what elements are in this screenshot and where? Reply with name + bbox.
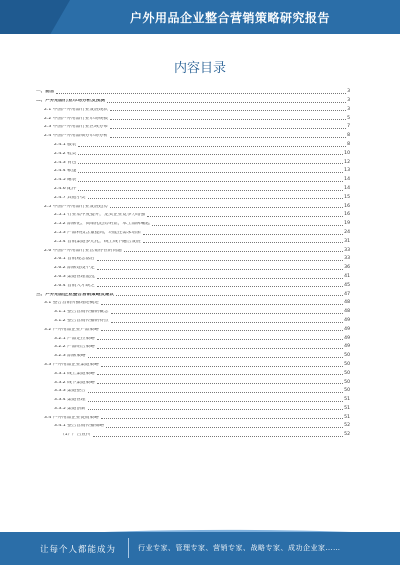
toc-leader-dots <box>78 154 343 155</box>
toc-leader-dots <box>101 330 343 331</box>
toc-entry[interactable] <box>36 324 350 333</box>
toc-entry-text: 2.4.7 其他小类 <box>54 195 86 200</box>
toc-entry-page: 48 <box>344 300 350 306</box>
toc-entry-page: 48 <box>344 309 350 315</box>
toc-entry-text: 3.3.2 线下渠道策略 <box>54 380 95 385</box>
toc-entry-text: 2.1 中国户外用品行业发展现状 <box>44 107 108 112</box>
toc-entry-text: 3.2.1 产品定位策略 <box>54 336 95 341</box>
toc-entry-text: 3.2 户外用品企业产品策略 <box>44 327 99 332</box>
toc-entry-text: 2.6 中国户外用品行业营销存在的问题 <box>44 248 122 253</box>
toc-entry[interactable] <box>36 271 350 280</box>
toc-entry-page: 47 <box>344 291 350 297</box>
toc-leader-dots <box>97 383 343 384</box>
toc-leader-dots <box>107 102 346 103</box>
toc-entry[interactable] <box>36 218 350 227</box>
toc-leader-dots <box>111 322 344 323</box>
toc-entry-text: 3.4.1 整合营销传播策略 <box>54 424 104 429</box>
toc-entry[interactable] <box>36 288 350 297</box>
toc-leader-dots <box>97 286 343 287</box>
toc-entry[interactable] <box>36 350 350 359</box>
toc-leader-dots <box>97 348 343 349</box>
toc-entry-text: 三、户外用品企业整合营销策略及建议 <box>36 292 115 297</box>
toc-leader-dots <box>152 225 343 226</box>
toc-entry-page: 12 <box>344 159 350 165</box>
toc-entry-page: 16 <box>344 212 350 218</box>
toc-leader-dots <box>88 198 344 199</box>
toc-entry-text: 2.4 中国户外用品细分市场分析 <box>44 134 108 139</box>
toc-leader-dots <box>110 119 346 120</box>
toc-entry[interactable] <box>36 156 350 165</box>
report-title: 户外用品企业整合营销策略研究报告 <box>129 11 330 25</box>
toc-entry-text: 2.5.1 行业集中度提升，龙头企业竞争力增强 <box>54 213 146 218</box>
toc-leader-dots <box>116 295 343 296</box>
toc-entry-page: 14 <box>344 177 350 183</box>
toc-entry[interactable] <box>36 332 350 341</box>
toc-leader-dots <box>78 163 343 164</box>
toc-entry-page: 10 <box>344 150 350 156</box>
toc-entry-text: 3.4 户外用品企业促销策略 <box>44 415 99 420</box>
toc-entry-page: 50 <box>344 361 350 367</box>
toc-entry-text: 2.6.2 品牌建设不足 <box>54 266 95 271</box>
toc-entry-page: 3 <box>347 106 350 112</box>
toc-entry-page: 14 <box>344 185 350 191</box>
toc-entry-page: 51 <box>344 414 350 420</box>
toc-leader-dots <box>78 181 343 182</box>
toc-entry-text: 3.3.5 渠道创新 <box>54 406 86 411</box>
toc-leader-dots <box>56 93 346 94</box>
toc-leader-dots <box>97 260 343 261</box>
toc-entry-text: 3.1.1 整合营销传播的概念 <box>54 310 109 315</box>
toc-leader-dots <box>110 137 346 138</box>
toc-entry[interactable] <box>36 359 350 368</box>
toc-entry-page: 45 <box>344 282 350 288</box>
toc-entry-page: 50 <box>344 388 350 394</box>
toc-entry[interactable] <box>36 315 350 324</box>
toc-entry-page: 50 <box>344 353 350 359</box>
toc-entry[interactable] <box>36 165 350 174</box>
toc-entry[interactable] <box>36 244 350 253</box>
toc-entry-page: 49 <box>344 344 350 350</box>
toc-leader-dots <box>97 374 343 375</box>
toc-entry-page: 33 <box>344 256 350 262</box>
toc-entry-page: 51 <box>344 397 350 403</box>
toc-entry-text: 二、户外用品行业市场分析及预测 <box>36 99 105 103</box>
toc-entry-text: （1）广告宣传 <box>60 433 91 438</box>
toc-entry-text: 2.5.3 产品科技含量提高，功能性需求增加 <box>54 230 141 235</box>
toc-leader-dots <box>110 110 346 111</box>
toc-entry-page: 3 <box>347 89 350 95</box>
toc-entry[interactable] <box>36 104 350 113</box>
toc-leader-dots <box>110 128 346 129</box>
toc-entry-text: 3.2.2 产品组合策略 <box>54 345 95 350</box>
toc-leader-dots <box>101 304 343 305</box>
toc-leader-dots <box>147 216 343 217</box>
toc-entry[interactable] <box>36 174 350 183</box>
toc-entry[interactable] <box>36 112 350 121</box>
toc-leader-dots <box>88 409 344 410</box>
toc-entry-text: 3.1 整合营销传播理论概述 <box>44 301 99 306</box>
toc-entry-text: 3.2.3 品牌策略 <box>54 354 86 359</box>
toc-entry-page: 50 <box>344 379 350 385</box>
toc-entry[interactable] <box>36 209 350 218</box>
toc-entry-text: 2.5.4 营销渠道多元化，线上线下融合发展 <box>54 239 141 244</box>
toc-entry[interactable] <box>36 130 350 139</box>
toc-entry[interactable] <box>36 306 350 315</box>
toc-entry-page: 13 <box>344 168 350 174</box>
toc-leader-dots <box>78 172 343 173</box>
toc-entry[interactable] <box>36 262 350 271</box>
toc-leader-dots <box>101 418 343 419</box>
toc-entry-page: 49 <box>344 326 350 332</box>
toc-entry[interactable] <box>36 376 350 385</box>
toc-entry-page: 24 <box>344 229 350 235</box>
toc-entry-text: 3.3.3 渠道整合 <box>54 389 86 394</box>
toc-leader-dots <box>88 392 344 393</box>
toc-entry-page: 5 <box>347 115 350 121</box>
toc-entry[interactable] <box>36 385 350 394</box>
toc-leader-dots <box>111 313 344 314</box>
toc-entry-text: 一、前言 <box>36 90 55 95</box>
toc-leader-dots <box>106 427 343 428</box>
toc-entry-text: 2.6.1 营销观念落后 <box>54 257 95 262</box>
toc-entry[interactable] <box>36 297 350 306</box>
toc-entry-text: 2.4.3 背包 <box>54 160 77 165</box>
toc-leader-dots <box>97 278 343 279</box>
page-footer <box>0 532 400 565</box>
toc-entry-text: 2.4.2 鞋类 <box>54 151 77 156</box>
toc-entry[interactable] <box>36 420 350 429</box>
footer-divider <box>128 538 129 558</box>
toc-entry[interactable] <box>36 341 350 350</box>
toc-entry[interactable] <box>36 95 350 104</box>
toc-leader-dots <box>101 366 343 367</box>
toc-entry-text: 3.3 户外用品企业渠道策略 <box>44 362 99 367</box>
toc-entry-page: 52 <box>344 432 350 438</box>
toc-entry-page: 8 <box>347 133 350 139</box>
toc-entry-page: 15 <box>344 194 350 200</box>
toc-entry-page: 16 <box>344 203 350 209</box>
toc-entry-text: 2.4.4 帐篷 <box>54 169 77 174</box>
toc-entry-page: 49 <box>344 317 350 323</box>
toc-entry-text: 3.3.4 渠道管理 <box>54 398 86 403</box>
toc-entry-text: 2.6.4 营销人才缺乏 <box>54 283 95 288</box>
toc-leader-dots <box>88 357 344 358</box>
toc-entry-page: 51 <box>344 405 350 411</box>
toc-entry-page: 7 <box>347 124 350 130</box>
toc-entry-text: 2.5.2 品牌化、高端化趋势明显，本土品牌崛起 <box>54 222 150 227</box>
toc-entry[interactable] <box>36 429 350 438</box>
footer-tagline: 行业专家、管理专家、营销专家、战略专家、成功企业家…… <box>138 544 341 552</box>
toc-entry[interactable] <box>36 236 350 245</box>
toc-leader-dots <box>110 207 343 208</box>
toc-leader-dots <box>143 234 343 235</box>
toc-entry-page: 36 <box>344 265 350 271</box>
toc-entry-page: 41 <box>344 273 350 279</box>
toc-leader-dots <box>88 401 344 402</box>
toc-entry-page: 8 <box>347 141 350 147</box>
toc-entry-text: 3.1.2 整合营销传播的特点 <box>54 318 109 323</box>
toc-entry[interactable] <box>36 227 350 236</box>
header-accent <box>0 0 70 34</box>
footer-slogan: 让每个人都能成为 <box>40 545 117 555</box>
toc-entry-page: 19 <box>344 221 350 227</box>
toc-entry-text: 2.4.6 配件 <box>54 186 77 191</box>
toc-entry-text: 2.6.3 渠道管理混乱 <box>54 274 95 279</box>
toc-entry[interactable] <box>36 394 350 403</box>
toc-entry-text: 2.5 中国户外用品行业发展趋势 <box>44 204 108 209</box>
toc-entry[interactable] <box>36 192 350 201</box>
toc-entry[interactable] <box>36 200 350 209</box>
toc-entry-text: 2.3 中国户外用品行业区域分布 <box>44 125 108 130</box>
toc-entry[interactable] <box>36 86 350 95</box>
toc-entry-page: 50 <box>344 370 350 376</box>
toc-entry-text: 3.3.1 线上渠道策略 <box>54 371 95 376</box>
page-header <box>0 0 400 34</box>
toc-entry-page: 3 <box>347 98 350 103</box>
toc-entry-text: 2.4.1 服装 <box>54 142 77 147</box>
toc-entry[interactable] <box>36 411 350 420</box>
toc-entry[interactable] <box>36 139 350 148</box>
toc-entry-page: 52 <box>344 423 350 429</box>
toc-entry[interactable] <box>36 253 350 262</box>
toc-leader-dots <box>93 436 344 437</box>
toc-entry-text: 2.4.5 睡袋 <box>54 178 77 183</box>
toc-entry-page: 33 <box>344 247 350 253</box>
toc-leader-dots <box>78 146 346 147</box>
toc-leader-dots <box>124 251 343 252</box>
toc-leader-dots <box>97 339 343 340</box>
toc-entry[interactable] <box>36 148 350 157</box>
toc-entry[interactable] <box>36 368 350 377</box>
table-of-contents <box>36 86 350 438</box>
toc-entry-page: 31 <box>344 238 350 244</box>
toc-leader-dots <box>78 190 343 191</box>
toc-entry[interactable] <box>36 183 350 192</box>
toc-entry-text: 2.2 中国户外用品行业市场规模 <box>44 116 108 121</box>
toc-entry[interactable] <box>36 280 350 289</box>
toc-leader-dots <box>143 242 343 243</box>
toc-entry[interactable] <box>36 121 350 130</box>
toc-title: 内容目录 <box>173 61 226 76</box>
toc-entry-page: 49 <box>344 335 350 341</box>
toc-leader-dots <box>97 269 343 270</box>
toc-entry[interactable] <box>36 403 350 412</box>
